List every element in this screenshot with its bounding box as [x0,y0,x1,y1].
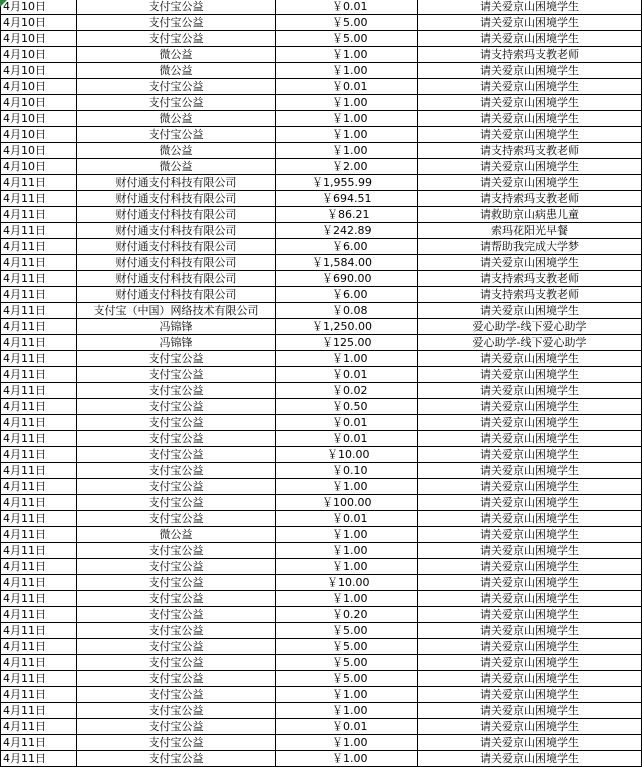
amount-cell[interactable] [276,15,418,31]
date-cell[interactable]: 4月11日 [1,751,77,767]
amount-cell[interactable] [276,527,418,543]
amount-cell[interactable] [276,287,418,303]
date-cell[interactable]: 4月11日 [1,575,77,591]
amount-value: ￥125.00 [322,336,372,349]
date-cell[interactable]: 4月10日 [1,0,77,15]
payer-cell[interactable]: 微公益 [77,111,276,127]
amount-value: ￥690.00 [322,272,372,285]
project-cell[interactable]: 请关爱京山困境学生 [418,719,642,735]
amount-cell[interactable] [276,63,418,79]
table-row [1,47,642,63]
amount-cell[interactable] [276,559,418,575]
payer-cell[interactable]: 支付宝公益 [77,479,276,495]
date-cell[interactable]: 4月10日 [1,47,77,63]
project-cell[interactable]: 请关爱京山困境学生 [418,431,642,447]
amount-value: ￥5.00 [332,640,368,653]
date-cell[interactable]: 4月11日 [1,271,77,287]
date-cell[interactable]: 4月11日 [1,495,77,511]
payer-cell[interactable]: 支付宝公益 [77,399,276,415]
amount-value: ￥1.00 [332,352,368,365]
amount-value: ￥6.00 [332,240,368,253]
date-cell[interactable]: 4月11日 [1,287,77,303]
amount-cell[interactable] [276,143,418,159]
project-cell[interactable]: 请关爱京山困境学生 [418,607,642,623]
table-row [1,639,642,655]
table-row [1,735,642,751]
payer-cell[interactable]: 支付宝公益 [77,607,276,623]
amount-cell[interactable] [276,319,418,335]
payer-cell[interactable]: 支付宝公益 [77,95,276,111]
table-row [1,255,642,271]
date-cell[interactable]: 4月11日 [1,479,77,495]
amount-value: ￥694.51 [322,192,372,205]
amount-cell[interactable] [276,175,418,191]
date-cell[interactable]: 4月11日 [1,335,77,351]
date-cell[interactable]: 4月11日 [1,543,77,559]
table-row [1,335,642,351]
date-cell[interactable]: 4月11日 [1,399,77,415]
amount-cell[interactable] [276,671,418,687]
payer-cell[interactable]: 支付宝公益 [77,735,276,751]
table-row [1,63,642,79]
project-cell[interactable]: 请关爱京山困境学生 [418,671,642,687]
payer-cell[interactable]: 微公益 [77,527,276,543]
amount-value: ￥10.00 [327,576,370,589]
project-cell[interactable]: 请关爱京山困境学生 [418,543,642,559]
date-cell[interactable]: 4月11日 [1,511,77,527]
table-row [1,623,642,639]
project-cell[interactable]: 请关爱京山困境学生 [418,95,642,111]
date-cell[interactable]: 4月11日 [1,639,77,655]
date-cell[interactable]: 4月11日 [1,623,77,639]
amount-cell[interactable] [276,383,418,399]
project-cell[interactable]: 请支持索玛支教老师 [418,191,642,207]
amount-value: ￥0.01 [332,368,368,381]
project-cell[interactable]: 请帮助我完成大学梦 [418,239,642,255]
amount-cell[interactable] [276,111,418,127]
payer-cell[interactable]: 支付宝公益 [77,0,276,15]
amount-cell[interactable] [276,271,418,287]
table-row [1,239,642,255]
amount-cell[interactable] [276,607,418,623]
payer-cell[interactable]: 支付宝公益 [77,511,276,527]
amount-cell[interactable] [276,655,418,671]
date-cell[interactable]: 4月11日 [1,719,77,735]
date-cell[interactable]: 4月10日 [1,95,77,111]
amount-value: ￥5.00 [332,16,368,29]
amount-cell[interactable] [276,479,418,495]
payer-cell[interactable]: 支付宝公益 [77,463,276,479]
amount-value: ￥1.00 [332,560,368,573]
table-row [1,207,642,223]
amount-value: ￥0.10 [332,464,368,477]
table-row [1,559,642,575]
table-row [1,431,642,447]
amount-value: ￥6.00 [332,288,368,301]
project-cell[interactable]: 请关爱京山困境学生 [418,575,642,591]
date-cell[interactable]: 4月11日 [1,687,77,703]
table-row [1,287,642,303]
table-row [1,223,642,239]
payer-cell[interactable]: 支付宝公益 [77,751,276,767]
amount-cell[interactable] [276,639,418,655]
project-cell[interactable]: 请关爱京山困境学生 [418,127,642,143]
amount-value: ￥0.01 [332,720,368,733]
payer-cell[interactable]: 支付宝公益 [77,575,276,591]
amount-value: ￥100.00 [322,496,372,509]
project-cell[interactable]: 请关爱京山困境学生 [418,479,642,495]
payer-cell[interactable]: 冯锦锋 [77,319,276,335]
table-row [1,671,642,687]
project-cell[interactable]: 请关爱京山困境学生 [418,655,642,671]
payer-cell[interactable]: 财付通支付科技有限公司 [77,271,276,287]
table-row [1,751,642,767]
amount-value: ￥1.00 [332,112,368,125]
payer-cell[interactable]: 财付通支付科技有限公司 [77,175,276,191]
table-row [1,463,642,479]
date-cell[interactable]: 4月11日 [1,447,77,463]
project-cell[interactable]: 请支持索玛支教老师 [418,271,642,287]
table-row [1,415,642,431]
payer-cell[interactable]: 财付通支付科技有限公司 [77,223,276,239]
table-row [1,511,642,527]
date-cell[interactable]: 4月10日 [1,15,77,31]
amount-value: ￥1.00 [332,128,368,141]
date-cell[interactable]: 4月10日 [1,159,77,175]
amount-cell[interactable] [276,127,418,143]
amount-cell[interactable] [276,463,418,479]
table-row [1,15,642,31]
payer-cell[interactable]: 支付宝公益 [77,495,276,511]
amount-cell[interactable] [276,0,418,15]
amount-cell[interactable] [276,495,418,511]
project-cell[interactable]: 请关爱京山困境学生 [418,351,642,367]
project-cell[interactable]: 请关爱京山困境学生 [418,399,642,415]
payer-cell[interactable]: 微公益 [77,143,276,159]
amount-value: ￥5.00 [332,32,368,45]
project-cell[interactable]: 请关爱京山困境学生 [418,463,642,479]
table-row [1,159,642,175]
project-cell[interactable]: 请关爱京山困境学生 [418,31,642,47]
amount-cell[interactable] [276,751,418,767]
payer-cell[interactable]: 支付宝公益 [77,639,276,655]
project-cell[interactable]: 请支持索玛支教老师 [418,287,642,303]
table-row [1,111,642,127]
project-cell[interactable]: 请关爱京山困境学生 [418,415,642,431]
amount-cell[interactable] [276,223,418,239]
project-cell[interactable]: 爱心助学-线下爱心助学 [418,319,642,335]
table-row [1,31,642,47]
amount-value: ￥1,584.00 [312,256,372,269]
payer-cell[interactable]: 支付宝公益 [77,655,276,671]
payer-cell[interactable]: 冯锦锋 [77,335,276,351]
payer-cell[interactable]: 支付宝公益 [77,383,276,399]
amount-cell[interactable] [276,255,418,271]
table-body [1,0,642,767]
table-row [1,175,642,191]
project-cell[interactable]: 请关爱京山困境学生 [418,703,642,719]
table-row [1,703,642,719]
project-cell[interactable]: 请关爱京山困境学生 [418,687,642,703]
payer-cell[interactable]: 支付宝公益 [77,591,276,607]
amount-cell[interactable] [276,367,418,383]
amount-value: ￥1.00 [332,752,368,765]
date-cell[interactable]: 4月11日 [1,591,77,607]
date-cell[interactable]: 4月10日 [1,31,77,47]
amount-value: ￥0.01 [332,512,368,525]
payer-cell[interactable]: 支付宝公益 [77,431,276,447]
project-cell[interactable]: 爱心助学-线下爱心助学 [418,335,642,351]
amount-value: ￥1.00 [332,48,368,61]
table-row [1,543,642,559]
payer-cell[interactable]: 微公益 [77,159,276,175]
project-cell[interactable]: 请关爱京山困境学生 [418,0,642,15]
amount-cell[interactable] [276,335,418,351]
project-cell[interactable]: 请关爱京山困境学生 [418,447,642,463]
project-cell[interactable]: 请关爱京山困境学生 [418,63,642,79]
project-cell[interactable]: 请关爱京山困境学生 [418,527,642,543]
project-cell[interactable]: 请支持索玛支教老师 [418,143,642,159]
project-cell[interactable]: 请关爱京山困境学生 [418,15,642,31]
amount-value: ￥1.00 [332,96,368,109]
amount-value: ￥5.00 [332,624,368,637]
amount-cell[interactable] [276,511,418,527]
amount-value: ￥1.00 [332,64,368,77]
amount-cell[interactable] [276,687,418,703]
date-cell[interactable]: 4月10日 [1,143,77,159]
date-cell[interactable]: 4月11日 [1,559,77,575]
amount-cell[interactable] [276,191,418,207]
project-cell[interactable]: 请关爱京山困境学生 [418,639,642,655]
table-row [1,655,642,671]
amount-cell[interactable] [276,47,418,63]
amount-cell[interactable] [276,239,418,255]
payer-cell[interactable]: 支付宝公益 [77,15,276,31]
project-cell[interactable]: 请关爱京山困境学生 [418,623,642,639]
amount-cell[interactable] [276,207,418,223]
payer-cell[interactable]: 支付宝公益 [77,415,276,431]
payer-cell[interactable]: 支付宝公益 [77,447,276,463]
amount-cell[interactable] [276,623,418,639]
project-cell[interactable]: 请关爱京山困境学生 [418,159,642,175]
amount-value: ￥0.01 [332,0,368,13]
table-row [1,79,642,95]
payer-cell[interactable]: 支付宝公益 [77,703,276,719]
date-cell[interactable]: 4月11日 [1,383,77,399]
date-cell[interactable]: 4月11日 [1,351,77,367]
amount-value: ￥1.00 [332,704,368,717]
table-row [1,607,642,623]
project-cell[interactable]: 请关爱京山困境学生 [418,303,642,319]
date-cell[interactable]: 4月11日 [1,703,77,719]
amount-cell[interactable] [276,543,418,559]
selection-corner-marker [0,0,7,7]
amount-cell[interactable] [276,399,418,415]
payer-cell[interactable]: 支付宝公益 [77,127,276,143]
amount-value: ￥0.20 [332,608,368,621]
date-cell[interactable]: 4月11日 [1,223,77,239]
table-row [1,575,642,591]
date-cell[interactable]: 4月11日 [1,175,77,191]
amount-cell[interactable] [276,303,418,319]
amount-value: ￥242.89 [322,224,372,237]
table-row [1,367,642,383]
table-row [1,687,642,703]
date-cell[interactable]: 4月10日 [1,127,77,143]
amount-value: ￥1.00 [332,544,368,557]
payer-cell[interactable]: 支付宝公益 [77,623,276,639]
amount-value: ￥2.00 [332,160,368,173]
date-cell[interactable]: 4月11日 [1,735,77,751]
date-cell[interactable]: 4月11日 [1,255,77,271]
project-cell[interactable]: 请关爱京山困境学生 [418,495,642,511]
table-row [1,303,642,319]
amount-cell[interactable] [276,735,418,751]
payer-cell[interactable]: 微公益 [77,63,276,79]
payer-cell[interactable]: 财付通支付科技有限公司 [77,191,276,207]
payer-cell[interactable]: 支付宝公益 [77,351,276,367]
date-cell[interactable]: 4月11日 [1,303,77,319]
payer-cell[interactable]: 财付通支付科技有限公司 [77,255,276,271]
amount-cell[interactable] [276,351,418,367]
amount-value: ￥1.00 [332,144,368,157]
amount-value: ￥5.00 [332,656,368,669]
date-cell[interactable]: 4月11日 [1,527,77,543]
payer-cell[interactable]: 支付宝公益 [77,543,276,559]
payer-cell[interactable]: 支付宝公益 [77,719,276,735]
date-cell[interactable]: 4月11日 [1,367,77,383]
amount-value: ￥1.00 [332,592,368,605]
date-cell[interactable]: 4月11日 [1,415,77,431]
amount-value: ￥10.00 [327,448,370,461]
date-cell[interactable]: 4月11日 [1,463,77,479]
table-row [1,191,642,207]
date-cell[interactable]: 4月11日 [1,607,77,623]
payer-cell[interactable]: 财付通支付科技有限公司 [77,287,276,303]
payer-cell[interactable]: 支付宝公益 [77,671,276,687]
amount-value: ￥0.02 [332,384,368,397]
project-cell[interactable]: 请关爱京山困境学生 [418,367,642,383]
project-cell[interactable]: 请支持索玛支教老师 [418,47,642,63]
table-row [1,591,642,607]
date-cell[interactable]: 4月10日 [1,79,77,95]
payer-cell[interactable]: 支付宝（中国）网络技术有限公司 [77,303,276,319]
amount-value: ￥5.00 [332,672,368,685]
amount-cell[interactable] [276,95,418,111]
amount-value: ￥1.00 [332,688,368,701]
project-cell[interactable]: 请救助京山病患儿童 [418,207,642,223]
table-row [1,719,642,735]
amount-value: ￥0.01 [332,416,368,429]
table-row [1,399,642,415]
payer-cell[interactable]: 支付宝公益 [77,687,276,703]
project-cell[interactable]: 请关爱京山困境学生 [418,255,642,271]
table-row [1,447,642,463]
table-row [1,127,642,143]
project-cell[interactable]: 请关爱京山困境学生 [418,559,642,575]
table-row [1,95,642,111]
date-cell[interactable]: 4月11日 [1,239,77,255]
amount-value: ￥0.01 [332,432,368,445]
amount-cell[interactable] [276,431,418,447]
date-cell[interactable]: 4月11日 [1,319,77,335]
table-row [1,351,642,367]
table-row [1,319,642,335]
table-row [1,0,642,15]
amount-cell[interactable] [276,703,418,719]
amount-cell[interactable] [276,591,418,607]
payer-cell[interactable]: 财付通支付科技有限公司 [77,239,276,255]
amount-cell[interactable] [276,575,418,591]
payer-cell[interactable]: 财付通支付科技有限公司 [77,207,276,223]
table-row [1,383,642,399]
amount-value: ￥1,955.99 [312,176,372,189]
amount-value: ￥1.00 [332,736,368,749]
project-cell[interactable]: 索玛花阳光早餐 [418,223,642,239]
amount-value: ￥1.00 [332,528,368,541]
payer-cell[interactable]: 支付宝公益 [77,367,276,383]
project-cell[interactable]: 请关爱京山困境学生 [418,511,642,527]
amount-cell[interactable] [276,415,418,431]
date-cell[interactable]: 4月10日 [1,111,77,127]
payer-cell[interactable]: 支付宝公益 [77,559,276,575]
table-row [1,271,642,287]
amount-cell[interactable] [276,719,418,735]
table-row [1,479,642,495]
date-cell[interactable]: 4月11日 [1,431,77,447]
table-row [1,143,642,159]
project-cell[interactable]: 请关爱京山困境学生 [418,735,642,751]
amount-cell[interactable] [276,31,418,47]
project-cell[interactable]: 请关爱京山困境学生 [418,79,642,95]
project-cell[interactable]: 请关爱京山困境学生 [418,383,642,399]
project-cell[interactable]: 请关爱京山困境学生 [418,111,642,127]
project-cell[interactable]: 请关爱京山困境学生 [418,751,642,767]
amount-value: ￥0.50 [332,400,368,413]
date-cell[interactable]: 4月11日 [1,191,77,207]
amount-cell[interactable] [276,79,418,95]
date-cell[interactable]: 4月10日 [1,63,77,79]
amount-value: ￥1,250.00 [312,320,372,333]
payer-cell[interactable]: 微公益 [77,47,276,63]
project-cell[interactable]: 请关爱京山困境学生 [418,591,642,607]
amount-value: ￥0.01 [332,80,368,93]
amount-value: ￥1.00 [332,480,368,493]
date-cell[interactable]: 4月11日 [1,207,77,223]
amount-cell[interactable] [276,447,418,463]
payer-cell[interactable]: 支付宝公益 [77,79,276,95]
date-cell[interactable]: 4月11日 [1,671,77,687]
table-row [1,527,642,543]
project-cell[interactable]: 请关爱京山困境学生 [418,175,642,191]
payer-cell[interactable]: 支付宝公益 [77,31,276,47]
date-cell[interactable]: 4月11日 [1,655,77,671]
amount-value: ￥86.21 [327,208,370,221]
table-row [1,495,642,511]
amount-cell[interactable] [276,159,418,175]
amount-value: ￥0.08 [332,304,368,317]
